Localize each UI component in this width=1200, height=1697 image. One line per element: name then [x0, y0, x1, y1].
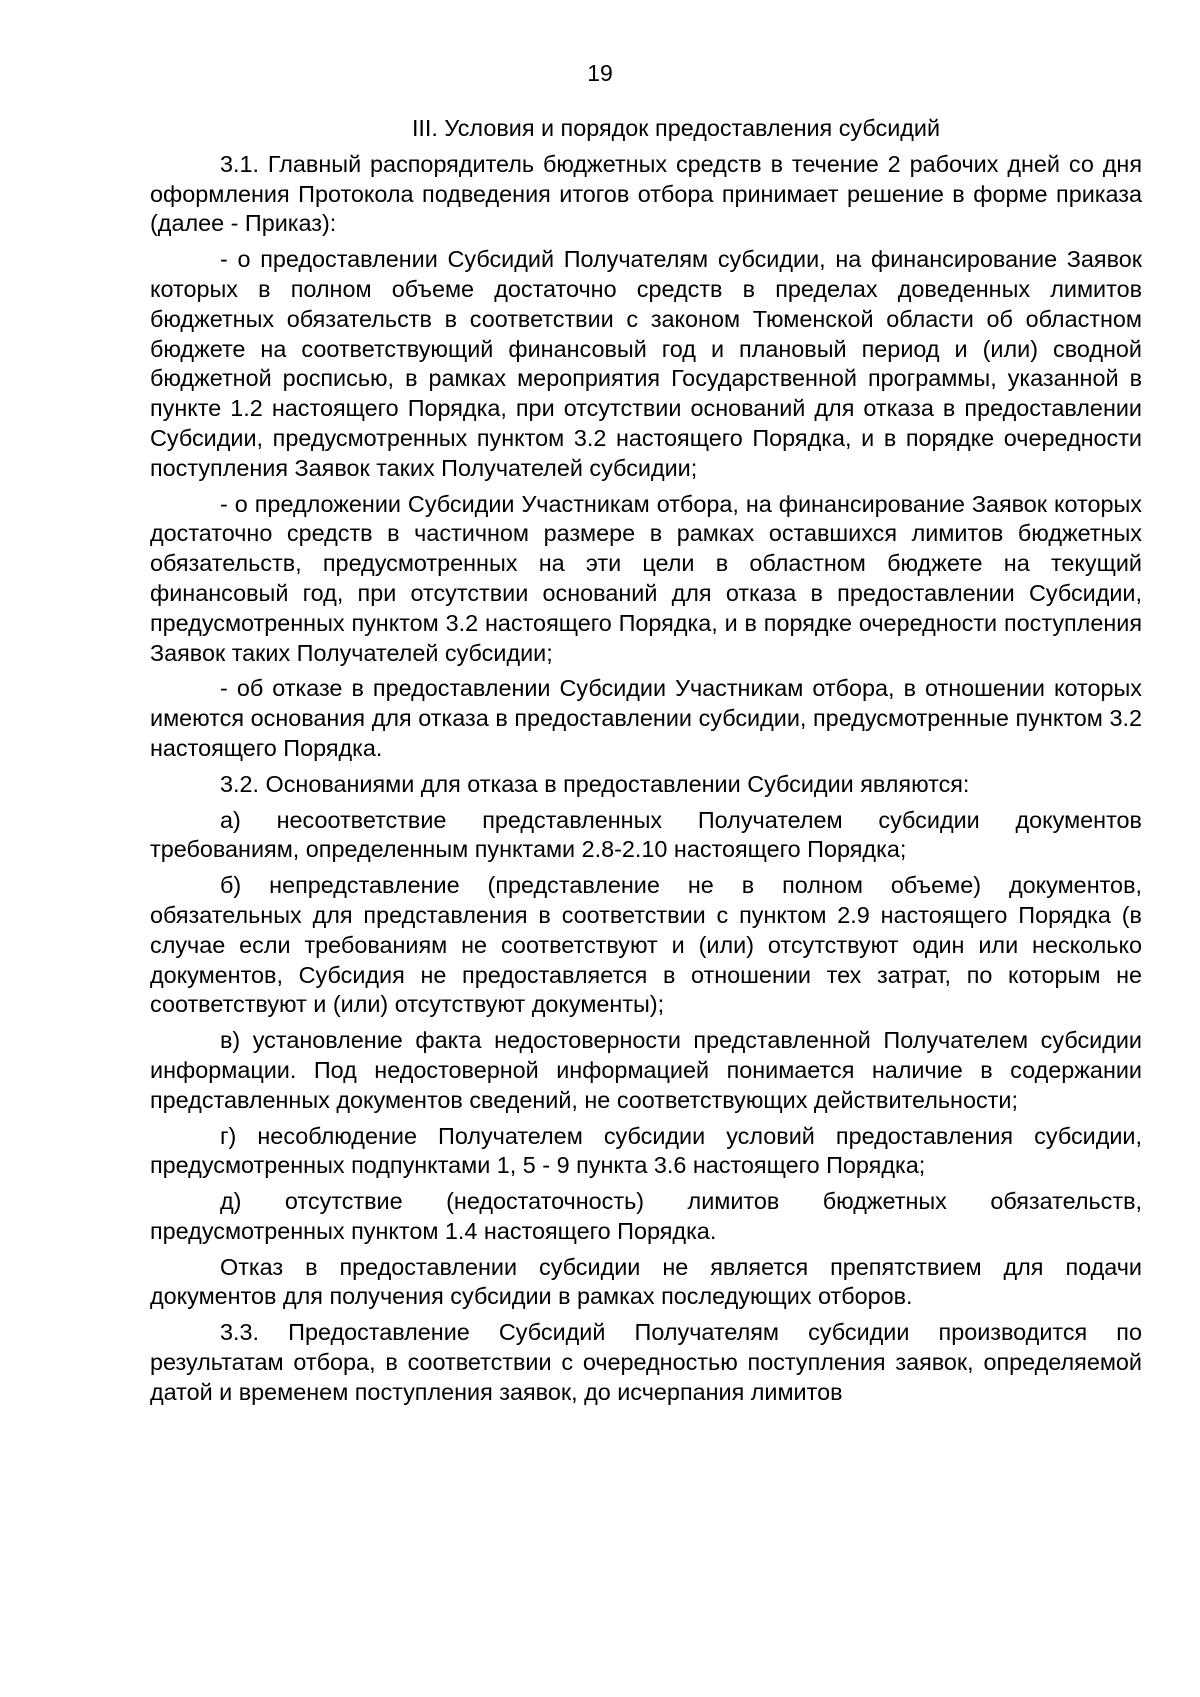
- paragraph-ground-a: а) несоответствие представленных Получателем субсидии документов требованиям, определенным пунктами 2.8-2.10 настоящего Порядка;: [150, 806, 1142, 863]
- section-title: III. Условия и порядок предоставления субсидий: [411, 115, 941, 141]
- paragraph-ground-g: г) несоблюдение Получателем субсидии условий предоставления субсидии, предусмотренных подпунктами 1, 5 - 9 пункта 3.6 настоящего Порядка;: [150, 1122, 1142, 1179]
- paragraph-ground-v: в) установление факта недостоверности представленной Получателем субсидии информации. Под недостоверной информацией понимается наличие в содержании представленных документов сведений, не соответствующих действительности;: [150, 1027, 1142, 1113]
- paragraph-3-3: 3.3. Предоставление Субсидий Получателям субсидии производится по результатам отбора, в соответствии с очередностью поступления заявок, определяемой датой и временем поступления заявок, до исчерпания лимитов: [150, 1319, 1142, 1405]
- paragraph-3-2: 3.2. Основаниями для отказа в предоставлении Субсидии являются:: [220, 770, 970, 797]
- paragraph-refusal-note: Отказ в предоставлении субсидии не является препятствием для подачи документов для получения субсидии в рамках последующих отборов.: [150, 1253, 1142, 1310]
- paragraph-decision-refusal: - об отказе в предоставлении Субсидии Участникам отбора, в отношении которых имеются основания для отказа в предоставлении субсидии, предусмотренные пунктом 3.2 настоящего Порядка.: [150, 675, 1142, 761]
- document-body: [150, 114, 1142, 1414]
- paragraph-decision-grant: - о предоставлении Субсидий Получателям субсидии, на финансирование Заявок которых в полном объеме достаточно средств в пределах доведенных лимитов бюджетных обязательств в соответствии с законом Тюменской области об областном бюджете на соответствующий финансовый год и плановый период и (или) сводной бюджетной росписью, в рамках мероприятия Государственной программы, указанной в пункте 1.2 настоящего Порядка, при отсутствии оснований для отказа в предоставлении Субсидии, предусмотренных пунктом 3.2 настоящего Порядка, и в порядке очередности поступления Заявок таких Получателей субсидии;: [150, 246, 1142, 481]
- page-number: 19: [587, 60, 613, 86]
- paragraph-ground-b: б) непредставление (представление не в полном объеме) документов, обязательных для представления в соответствии с пунктом 2.9 настоящего Порядка (в случае если требованиям не соответствуют и (или) отсутствуют один или несколько документов, Субсидия не предоставляется в отношении тех затрат, по которым не соответствуют и (или) отсутствуют документы);: [150, 872, 1142, 1018]
- paragraph-3-1: 3.1. Главный распорядитель бюджетных средств в течение 2 рабочих дней со дня оформления Протокола подведения итогов отбора принимает решение в форме приказа (далее - Приказ):: [150, 150, 1142, 237]
- paragraph-ground-d: д) отсутствие (недостаточность) лимитов бюджетных обязательств, предусмотренных пунктом 1.4 настоящего Порядка.: [150, 1188, 1142, 1244]
- paragraph-decision-offer: - о предложении Субсидии Участникам отбора, на финансирование Заявок которых достаточно средств в частичном размере в рамках оставшихся лимитов бюджетных обязательств, предусмотренных на эти цели в областном бюджете на текущий финансовый год, при отсутствии оснований для отказа в предоставлении Субсидии, предусмотренных пунктом 3.2 настоящего Порядка, и в порядке очередности поступления Заявок таких Получателей субсидии;: [150, 490, 1142, 666]
